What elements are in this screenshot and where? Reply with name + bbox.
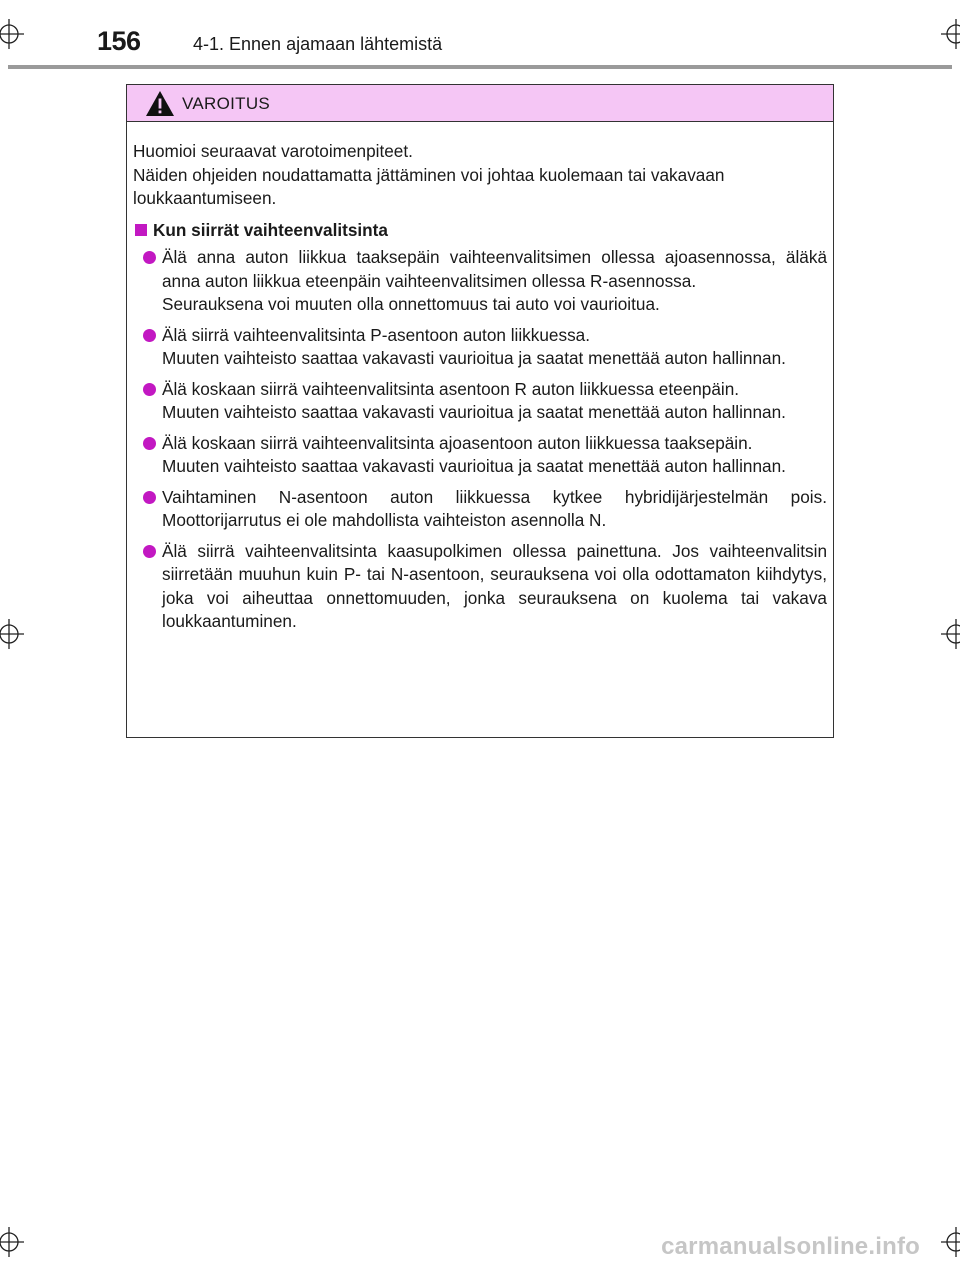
bullet-dot-icon — [143, 329, 156, 342]
intro-line: Näiden ohjeiden noudattamatta jättäminen voi johtaa kuolemaan tai vakavaan loukkaantumiseen. — [133, 164, 725, 208]
page-number: 156 — [97, 26, 141, 56]
registration-mark-icon — [941, 619, 960, 649]
registration-mark-icon — [0, 619, 24, 649]
bullet-text: Muuten vaihteisto saattaa vakavasti vaurioitua ja saatat menettää auton hallinnan. — [162, 456, 786, 476]
sub-heading-text: Kun siirrät vaihteenvalitsinta — [153, 219, 388, 240]
warning-title: VAROITUS — [182, 94, 271, 113]
list-item — [133, 540, 827, 634]
registration-mark-icon — [0, 19, 24, 49]
bullet-dot-icon — [143, 437, 156, 450]
list-item — [133, 432, 827, 479]
square-bullet-icon — [135, 224, 147, 236]
warning-intro — [133, 140, 827, 211]
sub-heading — [133, 219, 827, 243]
bullet-text: Muuten vaihteisto saattaa vakavasti vaurioitua ja saatat menettää auton hallinnan. — [162, 402, 786, 422]
bullet-text: Älä siirrä vaihteenvalitsinta P-asentoon auton liikkuessa. — [162, 324, 591, 345]
bullet-dot-icon — [143, 545, 156, 558]
registration-mark-icon — [941, 19, 960, 49]
bullet-text: Muuten vaihteisto saattaa vakavasti vaurioitua ja saatat menettää auton hallinnan. — [162, 348, 786, 368]
watermark: carmanualsonline.info — [661, 1233, 920, 1260]
bullet-text: Älä koskaan siirrä vaihteenvalitsinta asentoon R auton liikkuessa eteenpäin. — [162, 378, 740, 399]
bullet-dot-icon — [143, 491, 156, 504]
warning-header — [127, 85, 833, 122]
list-item — [133, 246, 827, 317]
warning-triangle-icon — [145, 90, 175, 117]
warning-box — [126, 84, 834, 738]
bullet-text: Seurauksena voi muuten olla onnettomuus tai auto voi vaurioitua. — [162, 294, 660, 314]
bullet-text: Älä koskaan siirrä vaihteenvalitsinta ajoasentoon auton liikkuessa taaksepäin. — [162, 432, 753, 453]
bullet-dot-icon — [143, 383, 156, 396]
bullet-dot-icon — [143, 251, 156, 264]
warning-bullet-list — [133, 246, 827, 634]
list-item — [133, 324, 827, 371]
registration-mark-icon — [941, 1227, 960, 1257]
warning-body — [127, 122, 833, 634]
intro-line: Huomioi seuraavat varotoimenpiteet. — [133, 141, 413, 161]
bullet-text: Älä siirrä vaihteenvalitsinta kaasupolkimen ollessa painettuna. Jos vaihteenvalitsin siirretään muuhun kuin P- tai N-asentoon, seurauksena voi olla odottamaton kiihdytys, joka voi aiheuttaa onnettomuuden, jonka seurauksena on kuolema tai vakava loukkaantuminen. — [162, 540, 827, 631]
bullet-text: Vaihtaminen N-asentoon auton liikkuessa kytkee hybridijärjestelmän pois. Moottorijarrutus ei ole mahdollista vaihteiston asennolla N. — [162, 486, 827, 530]
list-item — [133, 378, 827, 425]
header-divider — [8, 65, 952, 69]
list-item — [133, 486, 827, 533]
registration-mark-icon — [0, 1227, 24, 1257]
bullet-text: Älä anna auton liikkua taaksepäin vaihteenvalitsimen ollessa ajoasennossa, äläkä anna auton liikkua eteenpäin vaihteenvalitsimen ollessa R-asennossa. — [162, 247, 827, 291]
section-title: 4-1. Ennen ajamaan lähtemistä — [193, 34, 443, 54]
